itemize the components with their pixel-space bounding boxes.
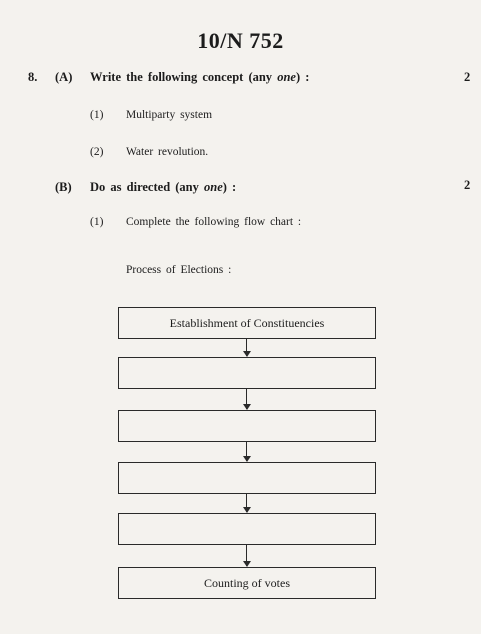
flowchart-step-2-blank (118, 357, 376, 389)
part-a-option-1-number: (1) (90, 109, 104, 121)
part-a-instruction: Write the following concept (any one) : (90, 70, 310, 84)
question-number: 8. (28, 70, 38, 84)
flowchart-arrow-4 (246, 494, 247, 512)
flowchart-step-4-blank (118, 462, 376, 494)
flowchart-step-6: Counting of votes (118, 567, 376, 599)
flowchart-step-5-blank (118, 513, 376, 545)
part-b-label: (B) (55, 180, 72, 194)
flowchart-step-3-blank (118, 410, 376, 442)
flowchart-arrow-5 (246, 545, 247, 566)
part-a-option-2-number: (2) (90, 146, 104, 158)
part-b-sub-text: Complete the following flow chart : (126, 216, 302, 228)
part-b-marks: 2 (464, 178, 471, 192)
flowchart-arrow-3 (246, 442, 247, 461)
part-a-option-1-text: Multiparty system (126, 109, 213, 121)
part-b-sub-number: (1) (90, 216, 104, 228)
flowchart-arrow-1 (246, 339, 247, 356)
part-a-marks: 2 (464, 70, 471, 84)
flowchart-title: Process of Elections : (126, 264, 232, 276)
flowchart-step-1: Establishment of Constituencies (118, 307, 376, 339)
flowchart-arrow-2 (246, 389, 247, 409)
part-b-instruction: Do as directed (any one) : (90, 180, 237, 194)
part-a-option-2-text: Water revolution. (126, 146, 209, 158)
part-a-label: (A) (55, 70, 73, 84)
paper-code-title: 10/N 752 (197, 28, 284, 53)
